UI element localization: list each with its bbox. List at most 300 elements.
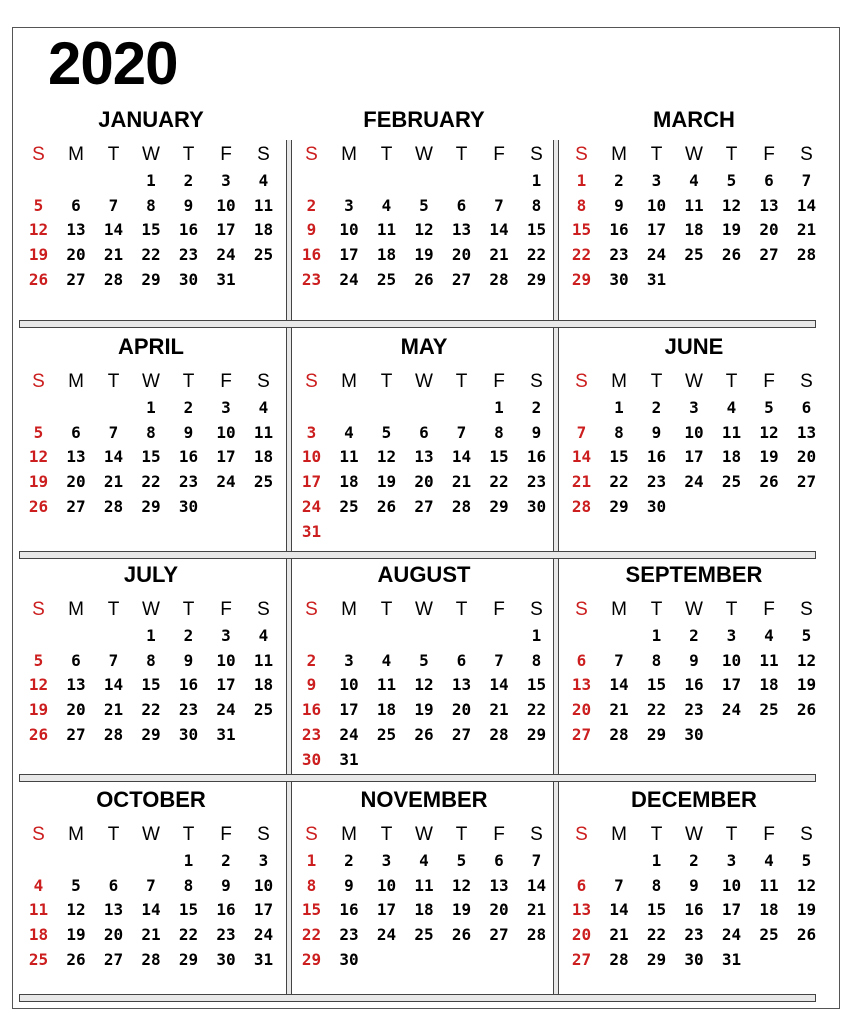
weekday-header: M: [341, 144, 357, 165]
weekday-header: F: [763, 371, 775, 392]
day-cell: 1: [651, 851, 662, 870]
day-cell: 25: [28, 949, 49, 969]
weekday-header: F: [220, 144, 232, 165]
day-cell: 10: [339, 220, 359, 240]
weekday-header: S: [257, 371, 270, 392]
day-cell: 6: [576, 875, 587, 895]
day-cell: 9: [183, 195, 194, 215]
day-cell: 12: [451, 875, 472, 895]
day-cell: 10: [216, 195, 236, 215]
month-title: NOVEMBER: [360, 787, 488, 812]
day-cell: 14: [103, 220, 124, 240]
weekday-header: S: [575, 371, 588, 392]
weekday-header: S: [257, 599, 270, 620]
day-cell: 29: [141, 269, 161, 289]
weekday-header: S: [32, 144, 45, 165]
day-cell: 8: [614, 422, 624, 442]
day-cell: 13: [66, 220, 86, 240]
day-cell: 15: [141, 220, 161, 240]
day-cell: 1: [146, 626, 156, 645]
day-cell: 19: [414, 245, 434, 265]
weekday-header: M: [341, 371, 357, 392]
day-cell: 2: [651, 398, 662, 417]
day-cell: 27: [103, 949, 124, 969]
weekday-header: S: [530, 371, 543, 392]
day-cell: 4: [419, 851, 429, 870]
day-cell: 15: [609, 447, 629, 467]
month-title: JANUARY: [98, 107, 204, 132]
month-june: [563, 335, 825, 545]
day-cell: 22: [571, 245, 592, 265]
day-cell: 27: [489, 925, 509, 945]
day-cell: 10: [646, 195, 667, 215]
day-cell: 24: [721, 925, 742, 945]
day-cell: 23: [526, 472, 547, 492]
day-cell: 21: [609, 925, 629, 945]
day-cell: 12: [28, 675, 49, 695]
day-cell: 10: [301, 447, 322, 467]
day-cell: 6: [764, 171, 774, 190]
weekday-header: S: [257, 824, 270, 845]
day-cell: 13: [759, 195, 779, 215]
day-cell: 10: [684, 422, 704, 442]
day-cell: 24: [339, 269, 359, 289]
day-cell: 23: [684, 700, 704, 720]
weekday-header: T: [380, 371, 393, 392]
weekday-header: W: [685, 824, 703, 845]
day-cell: 13: [571, 675, 592, 695]
day-cell: 5: [801, 626, 812, 645]
day-cell: 1: [494, 398, 504, 417]
day-cell: 19: [796, 900, 817, 920]
day-cell: 23: [216, 925, 236, 945]
day-cell: 9: [221, 875, 231, 895]
day-cell: 21: [451, 472, 472, 492]
day-cell: 27: [571, 949, 592, 969]
day-cell: 10: [721, 875, 742, 895]
weekday-header: T: [380, 599, 393, 620]
day-cell: 18: [684, 220, 704, 240]
day-cell: 3: [221, 626, 231, 645]
day-cell: 15: [301, 900, 322, 920]
day-cell: 8: [146, 422, 156, 442]
day-cell: 8: [183, 875, 194, 895]
day-cell: 3: [689, 398, 699, 417]
row-divider-3: [19, 774, 816, 782]
day-cell: 30: [178, 496, 199, 516]
day-cell: 16: [178, 447, 199, 467]
weekday-header: S: [530, 599, 543, 620]
day-cell: 18: [376, 700, 397, 720]
day-cell: 5: [456, 851, 467, 870]
day-cell: 8: [494, 422, 504, 442]
weekday-header: W: [415, 371, 433, 392]
weekday-header: M: [341, 599, 357, 620]
day-cell: 7: [576, 422, 587, 442]
day-cell: 27: [66, 269, 86, 289]
day-cell: 6: [419, 422, 429, 442]
day-cell: 26: [28, 269, 49, 289]
day-cell: 24: [301, 496, 322, 516]
day-cell: 4: [381, 650, 392, 670]
day-cell: 4: [689, 171, 699, 190]
day-cell: 6: [71, 195, 81, 215]
day-cell: 18: [253, 447, 274, 467]
day-cell: 28: [609, 724, 629, 744]
day-cell: 6: [456, 195, 467, 215]
day-cell: 18: [339, 472, 359, 492]
day-cell: 27: [66, 724, 86, 744]
day-cell: 2: [531, 398, 542, 417]
day-cell: 24: [684, 472, 704, 492]
weekday-header: T: [107, 599, 120, 620]
day-cell: 30: [646, 496, 667, 516]
day-cell: 14: [571, 447, 592, 467]
day-cell: 4: [726, 398, 737, 417]
day-cell: 11: [339, 447, 359, 467]
weekday-header: W: [142, 144, 160, 165]
day-cell: 1: [531, 171, 542, 190]
day-cell: 16: [684, 900, 704, 920]
day-cell: 5: [419, 195, 429, 215]
day-cell: 2: [306, 195, 317, 215]
day-cell: 8: [146, 650, 156, 670]
weekday-header: F: [493, 599, 505, 620]
weekday-header: S: [575, 599, 588, 620]
day-cell: 15: [646, 675, 667, 695]
day-cell: 24: [339, 724, 359, 744]
day-cell: 9: [344, 875, 354, 895]
weekday-header: S: [32, 824, 45, 845]
weekday-header: W: [415, 599, 433, 620]
day-cell: 3: [221, 398, 231, 417]
day-cell: 31: [301, 521, 322, 541]
weekday-header: T: [725, 144, 738, 165]
weekday-header: T: [455, 144, 468, 165]
day-cell: 3: [344, 195, 354, 215]
day-cell: 19: [28, 245, 49, 265]
day-cell: 15: [571, 220, 592, 240]
month-title: FEBRUARY: [363, 107, 485, 132]
day-cell: 21: [796, 220, 817, 240]
day-cell: 31: [216, 724, 236, 744]
day-cell: 18: [414, 900, 434, 920]
weekday-header: M: [611, 371, 627, 392]
weekday-header: S: [800, 144, 813, 165]
weekday-header: T: [182, 599, 195, 620]
day-cell: 19: [414, 700, 434, 720]
day-cell: 28: [451, 496, 472, 516]
day-cell: 29: [141, 496, 161, 516]
day-cell: 13: [489, 875, 509, 895]
day-cell: 9: [183, 422, 194, 442]
day-cell: 3: [258, 851, 269, 870]
day-cell: 4: [381, 195, 392, 215]
day-cell: 21: [103, 245, 124, 265]
day-cell: 6: [576, 650, 587, 670]
month-november: [293, 788, 555, 998]
day-cell: 11: [759, 650, 779, 670]
day-cell: 27: [796, 472, 817, 492]
day-cell: 28: [571, 496, 592, 516]
day-cell: 19: [376, 472, 397, 492]
month-title: JULY: [123, 562, 179, 587]
day-cell: 31: [646, 269, 667, 289]
month-october: [20, 788, 282, 998]
day-cell: 28: [103, 724, 124, 744]
day-cell: 17: [721, 675, 742, 695]
day-cell: 15: [526, 220, 547, 240]
day-cell: 18: [759, 900, 779, 920]
day-cell: 22: [609, 472, 629, 492]
day-cell: 12: [66, 900, 86, 920]
day-cell: 25: [759, 700, 779, 720]
day-cell: 29: [526, 724, 547, 744]
day-cell: 30: [684, 724, 704, 744]
day-cell: 23: [609, 245, 629, 265]
month-december: [563, 788, 825, 998]
day-cell: 19: [28, 472, 49, 492]
day-cell: 16: [646, 447, 667, 467]
day-cell: 19: [759, 447, 779, 467]
day-cell: 8: [651, 650, 662, 670]
day-cell: 5: [33, 195, 44, 215]
weekday-header: T: [455, 371, 468, 392]
day-cell: 19: [28, 700, 49, 720]
day-cell: 3: [221, 171, 231, 190]
day-cell: 22: [646, 925, 667, 945]
weekday-header: W: [415, 144, 433, 165]
day-cell: 8: [531, 650, 542, 670]
weekday-header: W: [685, 599, 703, 620]
weekday-header: F: [763, 144, 775, 165]
day-cell: 29: [646, 949, 667, 969]
day-cell: 1: [651, 626, 662, 645]
day-cell: 4: [258, 626, 269, 645]
day-cell: 3: [306, 422, 317, 442]
month-title: SEPTEMBER: [625, 562, 763, 587]
day-cell: 20: [451, 245, 472, 265]
day-cell: 5: [764, 398, 774, 417]
day-cell: 5: [419, 650, 429, 670]
day-cell: 13: [66, 675, 86, 695]
day-cell: 25: [339, 496, 359, 516]
day-cell: 19: [721, 220, 742, 240]
day-cell: 11: [721, 422, 742, 442]
day-cell: 22: [141, 472, 161, 492]
day-cell: 5: [33, 650, 44, 670]
weekday-header: F: [493, 371, 505, 392]
day-cell: 24: [216, 472, 236, 492]
day-cell: 11: [759, 875, 779, 895]
day-cell: 4: [344, 422, 354, 442]
day-cell: 11: [253, 650, 274, 670]
day-cell: 4: [258, 171, 269, 190]
day-cell: 10: [339, 675, 359, 695]
day-cell: 28: [609, 949, 629, 969]
day-cell: 25: [253, 245, 274, 265]
day-cell: 11: [376, 220, 397, 240]
month-february: [293, 108, 555, 318]
day-cell: 16: [609, 220, 629, 240]
day-cell: 12: [796, 650, 817, 670]
day-cell: 19: [796, 675, 817, 695]
day-cell: 26: [721, 245, 742, 265]
day-cell: 10: [721, 650, 742, 670]
weekday-header: M: [341, 824, 357, 845]
weekday-header: T: [182, 824, 195, 845]
weekday-header: M: [68, 824, 84, 845]
day-cell: 31: [721, 949, 742, 969]
day-cell: 18: [253, 220, 274, 240]
day-cell: 7: [108, 422, 119, 442]
day-cell: 26: [759, 472, 779, 492]
day-cell: 28: [526, 925, 547, 945]
day-cell: 3: [726, 626, 737, 645]
weekday-header: S: [575, 824, 588, 845]
day-cell: 2: [344, 851, 354, 870]
month-title: MARCH: [653, 107, 735, 132]
day-cell: 21: [571, 472, 592, 492]
day-cell: 17: [253, 900, 274, 920]
day-cell: 14: [609, 900, 629, 920]
day-cell: 21: [609, 700, 629, 720]
weekday-header: T: [107, 371, 120, 392]
day-cell: 30: [684, 949, 704, 969]
column-divider-left: [286, 140, 292, 1002]
weekday-header: S: [305, 599, 318, 620]
day-cell: 9: [689, 875, 699, 895]
day-cell: 2: [614, 171, 624, 190]
day-cell: 31: [216, 269, 236, 289]
day-cell: 30: [526, 496, 547, 516]
weekday-header: T: [455, 599, 468, 620]
weekday-header: F: [493, 144, 505, 165]
day-cell: 22: [178, 925, 199, 945]
day-cell: 23: [684, 925, 704, 945]
day-cell: 22: [301, 925, 322, 945]
month-july: [20, 563, 282, 773]
day-cell: 30: [301, 749, 322, 769]
day-cell: 12: [721, 195, 742, 215]
day-cell: 5: [33, 422, 44, 442]
day-cell: 14: [103, 675, 124, 695]
day-cell: 21: [103, 700, 124, 720]
day-cell: 16: [301, 700, 322, 720]
weekday-header: W: [415, 824, 433, 845]
day-cell: 20: [66, 245, 86, 265]
day-cell: 11: [376, 675, 397, 695]
day-cell: 17: [646, 220, 667, 240]
day-cell: 12: [376, 447, 397, 467]
weekday-header: F: [220, 599, 232, 620]
day-cell: 25: [721, 472, 742, 492]
day-cell: 11: [253, 422, 274, 442]
day-cell: 28: [103, 496, 124, 516]
day-cell: 23: [178, 245, 199, 265]
day-cell: 23: [178, 700, 199, 720]
day-cell: 14: [451, 447, 472, 467]
day-cell: 17: [216, 447, 236, 467]
day-cell: 3: [651, 171, 662, 190]
day-cell: 6: [108, 875, 119, 895]
day-cell: 26: [796, 925, 817, 945]
weekday-header: T: [650, 144, 663, 165]
day-cell: 24: [216, 245, 236, 265]
weekday-header: T: [725, 371, 738, 392]
day-cell: 14: [526, 875, 547, 895]
day-cell: 15: [489, 447, 509, 467]
day-cell: 26: [376, 496, 397, 516]
day-cell: 2: [183, 626, 194, 645]
day-cell: 5: [801, 851, 812, 870]
day-cell: 17: [216, 220, 236, 240]
day-cell: 12: [796, 875, 817, 895]
day-cell: 18: [759, 675, 779, 695]
row-divider-1: [19, 320, 816, 328]
day-cell: 6: [801, 398, 812, 417]
weekday-header: S: [257, 144, 270, 165]
day-cell: 17: [216, 675, 236, 695]
year-title: 2020: [48, 30, 178, 97]
day-cell: 27: [414, 496, 434, 516]
day-cell: 20: [414, 472, 434, 492]
day-cell: 9: [183, 650, 194, 670]
day-cell: 29: [141, 724, 161, 744]
day-cell: 1: [306, 851, 317, 870]
weekday-header: W: [685, 144, 703, 165]
day-cell: 29: [646, 724, 667, 744]
weekday-header: M: [68, 599, 84, 620]
day-cell: 28: [489, 724, 509, 744]
day-cell: 16: [339, 900, 359, 920]
day-cell: 31: [253, 949, 274, 969]
day-cell: 29: [178, 949, 199, 969]
day-cell: 22: [141, 700, 161, 720]
day-cell: 12: [28, 447, 49, 467]
day-cell: 25: [759, 925, 779, 945]
weekday-header: T: [380, 144, 393, 165]
day-cell: 25: [376, 269, 397, 289]
day-cell: 7: [494, 650, 504, 670]
day-cell: 22: [526, 245, 547, 265]
weekday-header: S: [530, 824, 543, 845]
day-cell: 26: [28, 724, 49, 744]
day-cell: 1: [614, 398, 624, 417]
day-cell: 15: [526, 675, 547, 695]
weekday-header: F: [220, 371, 232, 392]
weekday-header: T: [725, 824, 738, 845]
day-cell: 26: [414, 269, 434, 289]
day-cell: 2: [183, 398, 194, 417]
day-cell: 7: [614, 875, 624, 895]
day-cell: 24: [646, 245, 667, 265]
day-cell: 4: [258, 398, 269, 417]
day-cell: 21: [526, 900, 547, 920]
weekday-header: S: [305, 371, 318, 392]
day-cell: 10: [376, 875, 397, 895]
month-title: OCTOBER: [96, 787, 206, 812]
weekday-header: M: [611, 144, 627, 165]
day-cell: 22: [646, 700, 667, 720]
month-title: JUNE: [664, 334, 724, 359]
day-cell: 23: [301, 269, 322, 289]
day-cell: 29: [526, 269, 547, 289]
weekday-header: F: [220, 824, 232, 845]
month-may: [293, 335, 555, 545]
day-cell: 7: [146, 875, 156, 895]
day-cell: 22: [526, 700, 547, 720]
